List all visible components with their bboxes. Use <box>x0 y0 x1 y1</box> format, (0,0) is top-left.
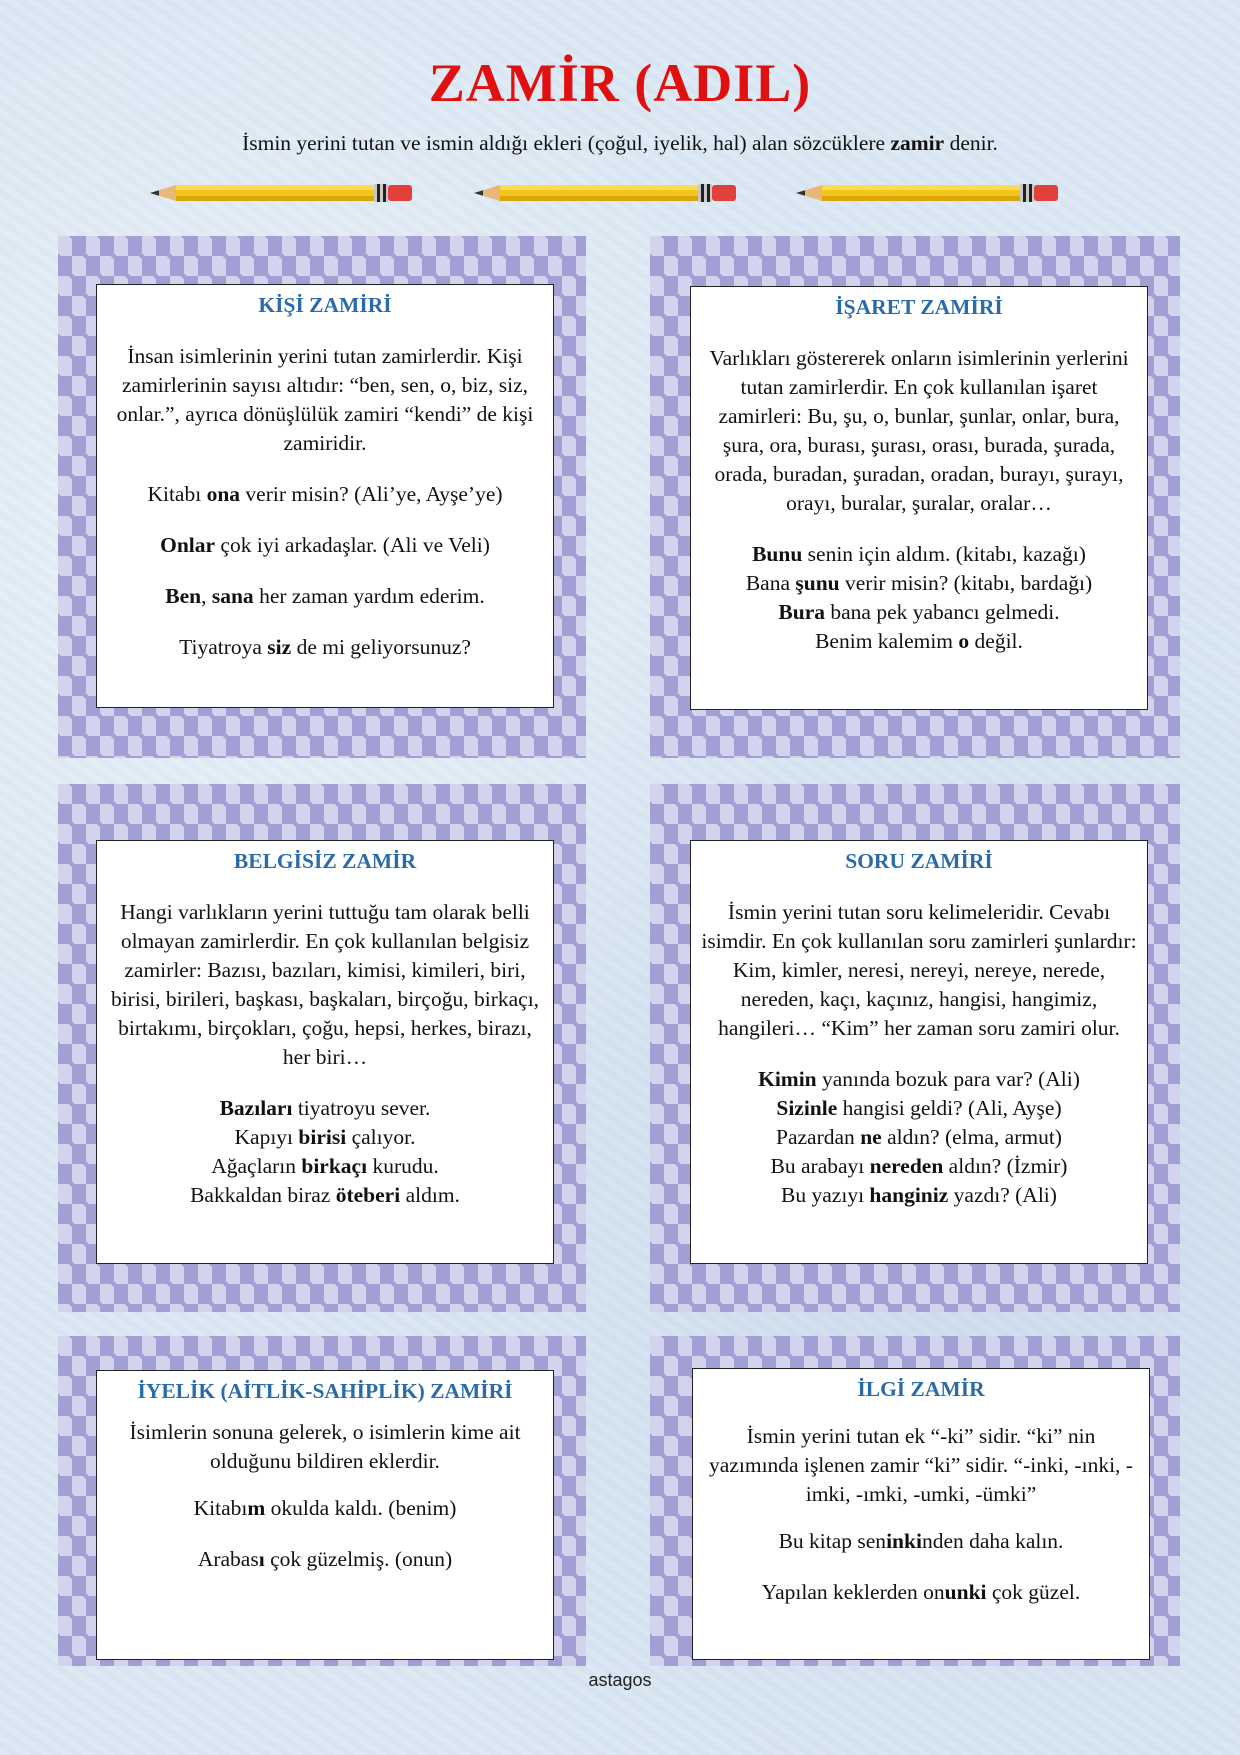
example-sentence <box>107 1181 543 1210</box>
footer-credit: astagos <box>588 1670 652 1690</box>
pencil-icon <box>474 183 736 203</box>
pronoun-highlight: Onlar <box>160 533 216 557</box>
sentence-text: Bu arabayı <box>770 1154 870 1178</box>
sentence-text: Kitabı <box>147 482 207 506</box>
pronoun-highlight: şunu <box>795 571 840 595</box>
subtitle-text-after: denir. <box>944 131 998 155</box>
pencil-icon <box>150 183 412 203</box>
pronoun-highlight: siz <box>267 635 292 659</box>
sentence-text: nden daha kalın. <box>921 1529 1064 1553</box>
example-sentence <box>701 569 1137 598</box>
example-sentence <box>107 1152 543 1181</box>
sentence-text: Bu yazıyı <box>781 1183 870 1207</box>
example-sentence <box>107 633 543 662</box>
card-heading: İYELİK (AİTLİK-SAHİPLİK) ZAMİRİ <box>137 1379 513 1403</box>
sentence-text: Bakkaldan biraz <box>190 1183 336 1207</box>
card-heading: SORU ZAMİRİ <box>845 849 993 873</box>
example-sentence <box>701 598 1137 627</box>
sentence-text: yanında bozuk para var? (Ali) <box>816 1067 1080 1091</box>
sentence-text: çalıyor. <box>346 1125 416 1149</box>
pronoun-highlight: Bura <box>778 600 825 624</box>
example-sentence <box>107 582 543 611</box>
sentence-text: çok güzelmiş. (onun) <box>264 1547 453 1571</box>
example-sentence <box>701 1065 1137 1094</box>
card-belgisiz-zamir <box>96 840 554 1264</box>
example-sentence <box>703 1527 1139 1556</box>
sentence-text: verir misin? (kitabı, bardağı) <box>839 571 1093 595</box>
example-sentence <box>701 627 1137 656</box>
example-sentence <box>107 1545 543 1574</box>
pronoun-highlight: nereden <box>869 1154 944 1178</box>
card-examples <box>107 1494 543 1574</box>
pronoun-highlight: öteberi <box>335 1183 401 1207</box>
sentence-text: her zaman yardım ederim. <box>253 584 485 608</box>
pronoun-highlight: Bunu <box>752 542 803 566</box>
card-ilgi-zamir <box>692 1368 1150 1660</box>
example-sentence <box>701 540 1137 569</box>
card-heading: İLGİ ZAMİR <box>857 1377 985 1401</box>
example-sentence <box>701 1181 1137 1210</box>
card-heading: İŞARET ZAMİRİ <box>835 295 1003 319</box>
sentence-text: Pazardan <box>776 1125 861 1149</box>
card-description: İsmin yerini tutan soru kelimeleridir. Cevabı isimdir. En çok kullanılan soru zamirleri şunlardır: Kim, kimler, neresi, nereyi, nereye, nerede, nereden, kaçı, kaçınız, hangisi, hangimiz, hangileri… “Kim” her zaman soru zamiri olur. <box>701 900 1137 1040</box>
sentence-text: Benim kalemim <box>815 629 959 653</box>
example-sentence <box>107 531 543 560</box>
page-subtitle <box>0 131 1240 156</box>
pronoun-highlight: hanginiz <box>869 1183 949 1207</box>
card-description: Varlıkları göstererek onların isimlerinin yerlerini tutan zamirlerdir. En çok kullanılan işaret zamirleri: Bu, şu, o, bunlar, şunlar, onlar, bura, şura, ora, burası, şurası, orası, burada, şurada, orada, buradan, şuradan, oradan, burayı, şurayı, orayı, buralar, şuralar, oralar… <box>709 346 1129 515</box>
sentence-text: Ağaçların <box>211 1154 302 1178</box>
sentence-text: aldın? (elma, armut) <box>881 1125 1062 1149</box>
pronoun-highlight: ona <box>206 482 241 506</box>
sentence-text: kurudu. <box>367 1154 439 1178</box>
card-examples <box>701 1065 1137 1210</box>
sentence-text: aldın? (İzmir) <box>943 1154 1068 1178</box>
card-heading: BELGİSİZ ZAMİR <box>233 849 417 873</box>
sentence-text: hangisi geldi? (Ali, Ayşe) <box>837 1096 1062 1120</box>
example-sentence <box>701 1152 1137 1181</box>
subtitle-bold-term: zamir <box>890 131 945 155</box>
pencil-icon <box>796 183 1058 203</box>
pronoun-highlight: sana <box>211 584 254 608</box>
pronoun-highlight: ı <box>258 1547 265 1571</box>
example-sentence <box>703 1578 1139 1607</box>
card-description: İsmin yerini tutan ek “-ki” sidir. “ki” nin yazımında işlenen zamir “ki” sidir. “-inki, -ınki, -imki, -ımki, -umki, -ümki” <box>709 1424 1133 1506</box>
card-examples <box>107 1094 543 1210</box>
page-title: ZAMİR (ADIL) <box>428 53 812 113</box>
pronoun-highlight: inki <box>886 1529 922 1553</box>
example-sentence <box>107 1123 543 1152</box>
card-description: İnsan isimlerinin yerini tutan zamirlerdir. Kişi zamirlerinin sayısı altıdır: “ben, sen, o, biz, siz, onlar.”, ayrıca dönüşlülük zamiri “kendi” de kişi zamiridir. <box>116 344 534 455</box>
sentence-text: değil. <box>969 629 1023 653</box>
sentence-text: aldım. <box>400 1183 460 1207</box>
card-isaret-zamiri <box>690 286 1148 710</box>
card-heading: KİŞİ ZAMİRİ <box>258 293 392 317</box>
sentence-text: senin için aldım. (kitabı, kazağı) <box>802 542 1086 566</box>
example-sentence <box>701 1123 1137 1152</box>
example-sentence <box>107 1494 543 1523</box>
example-sentence <box>701 1094 1137 1123</box>
pronoun-highlight: birisi <box>298 1125 347 1149</box>
card-description: Hangi varlıkların yerini tuttuğu tam olarak belli olmayan zamirlerdir. En çok kullanılan belgisiz zamirler: Bazısı, bazıları, kimisi, kimileri, biri, birisi, birileri, başkası, başkaları, birçoğu, birkaçı, birtakımı, birçokları, çoğu, hepsi, herkes, birazı, her biri… <box>110 900 540 1069</box>
sentence-text: Kitabı <box>193 1496 248 1520</box>
pronoun-highlight: unki <box>944 1580 987 1604</box>
card-examples <box>107 480 543 662</box>
card-examples <box>701 540 1137 656</box>
subtitle-text-before: İsmin yerini tutan ve ismin aldığı ekleri (çoğul, iyelik, hal) alan sözcüklere <box>242 131 891 155</box>
sentence-text: çok güzel. <box>986 1580 1081 1604</box>
sentence-text: Bana <box>745 571 796 595</box>
card-kisi-zamiri <box>96 284 554 708</box>
sentence-text: bana pek yabancı gelmedi. <box>824 600 1060 624</box>
sentence-text: çok iyi arkadaşlar. (Ali ve Veli) <box>215 533 490 557</box>
pronoun-highlight: Bazıları <box>219 1096 293 1120</box>
sentence-text: yazdı? (Ali) <box>948 1183 1057 1207</box>
sentence-text: Bu kitap sen <box>778 1529 887 1553</box>
sentence-text: Tiyatroya <box>179 635 268 659</box>
pronoun-highlight: ne <box>860 1125 882 1149</box>
example-sentence <box>107 480 543 509</box>
sentence-text: verir misin? (Ali’ye, Ayşe’ye) <box>240 482 503 506</box>
card-soru-zamiri <box>690 840 1148 1264</box>
pronoun-highlight: Ben <box>165 584 202 608</box>
card-examples <box>703 1527 1139 1607</box>
card-description: İsimlerin sonuna gelerek, o isimlerin kime ait olduğunu bildiren eklerdir. <box>129 1420 521 1473</box>
sentence-text: okulda kaldı. (benim) <box>265 1496 457 1520</box>
pronoun-highlight: birkaçı <box>301 1154 368 1178</box>
sentence-text: Arabas <box>197 1547 259 1571</box>
sentence-text: de mi geliyorsunuz? <box>291 635 471 659</box>
sentence-text: tiyatroyu sever. <box>292 1096 431 1120</box>
example-sentence <box>107 1094 543 1123</box>
pronoun-highlight: o <box>958 629 970 653</box>
pronoun-highlight: m <box>247 1496 266 1520</box>
sentence-text: Yapılan keklerden on <box>761 1580 945 1604</box>
card-iyelik-zamiri <box>96 1370 554 1660</box>
sentence-text: , <box>201 584 212 608</box>
pronoun-highlight: Kimin <box>758 1067 817 1091</box>
sentence-text: Kapıyı <box>234 1125 299 1149</box>
pronoun-highlight: Sizinle <box>776 1096 838 1120</box>
